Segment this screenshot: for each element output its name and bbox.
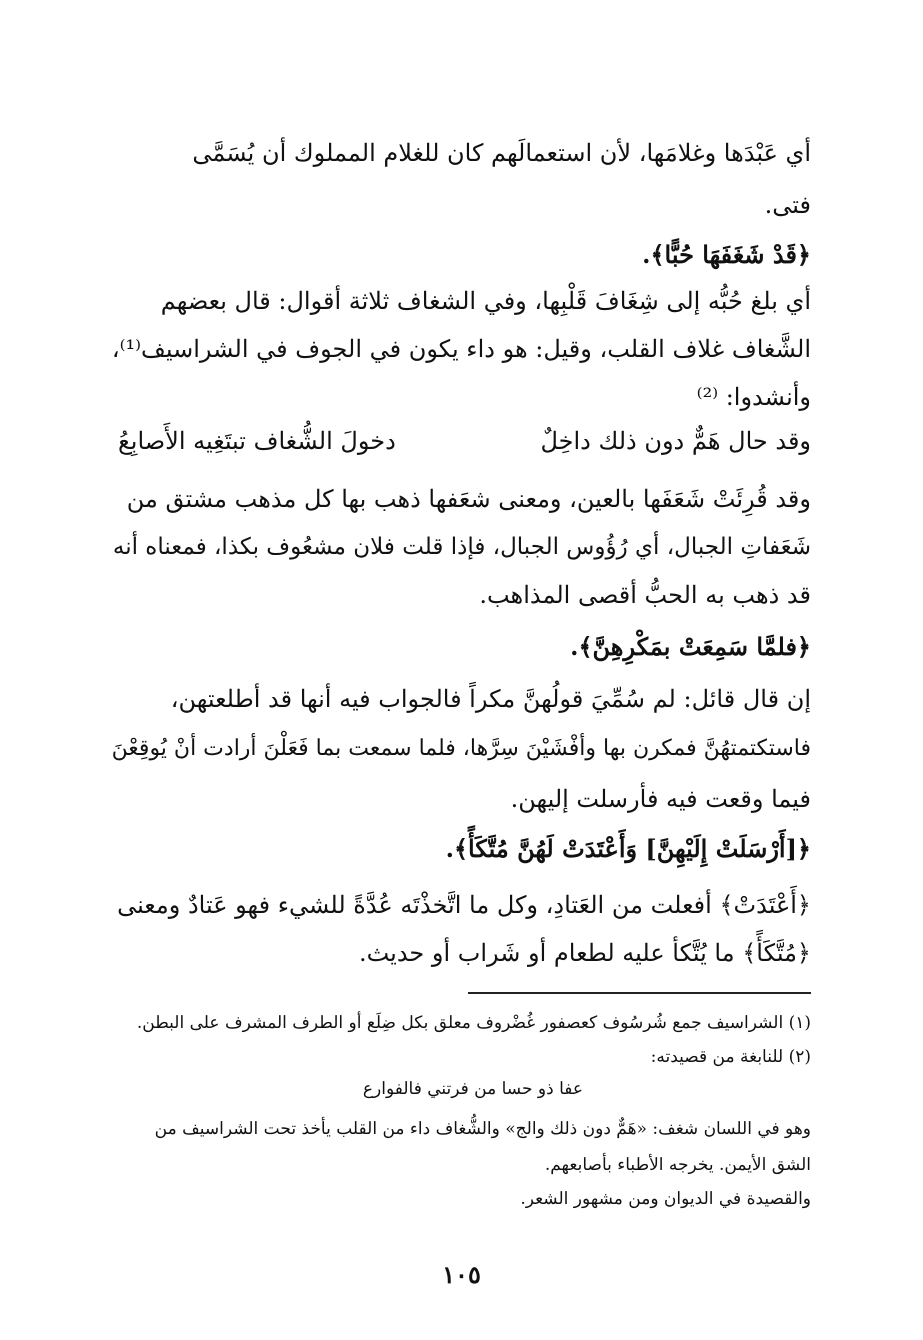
body-line-11: فيما وقعت فيه فأرسلت إليهن.	[510, 785, 811, 813]
body-line-6: وقد قُرِئَتْ شَعَفَها بالعين، ومعنى شعَفها ذهب بها كل مذهب مشتق من	[126, 485, 811, 513]
body-line-1: أي عَبْدَها وغلامَها، لأن استعمالَهم كان للغلام المملوك أن يُسَمَّى	[192, 139, 811, 167]
footnote-separator	[468, 992, 811, 994]
body-line-7: شَعَفاتِ الجبال، أي رُؤُوس الجبال، فإذا قلت فلان مشعُوف بكذا، فمعناه أنه	[112, 534, 811, 560]
body-line-9: إن قال قائل: لم سُمِّيَ قولُهنَّ مكراً فالجواب فيه أنها قد أطلعتهن،	[170, 685, 811, 713]
body-line-10: فاستكتمتهُنَّ فمكرن بها وأفْشَيْنَ سِرَّها، فلما سمعت بما فَعَلْنَ أرادت أنْ يُوقِعْنَ	[111, 736, 811, 761]
body-line-8: قد ذهب به الحبُّ أقصى المذاهب.	[479, 581, 811, 609]
body-line-4: الشَّغاف غلاف القلب، وقيل: هو داء يكون في الجوف في الشراسيف⁽¹⁾،	[111, 335, 811, 363]
body-line-2: فتى.	[764, 191, 811, 219]
body-line-3: أي بلغ حُبُّه إلى شِغَافَ قَلْبِها، وفي الشغاف ثلاثة أقوال: قال بعضهم	[160, 287, 811, 315]
body-line-13: ﴿مُتَّكَأً﴾ ما يُتَّكأ عليه لطعام أو شَراب أو حديث.	[358, 939, 811, 967]
quran-verse-1: ﴿قَدْ شَغَفَهَا حُبًّا﴾.	[642, 240, 811, 269]
quran-verse-3: ﴿[أَرْسَلَتْ إِلَيْهِنَّ] وَأَعْتَدَتْ لَهُنَّ مُتَّكَأً﴾.	[445, 834, 811, 863]
footnote-4: الشق الأيمن. يخرجه الأطباء بأصابعهم.	[544, 1155, 811, 1175]
page-number: ١٠٥	[442, 1260, 481, 1289]
quran-verse-2: ﴿فلمَّا سَمِعَتْ بمَكْرِهِنَّ﴾.	[570, 632, 811, 661]
footnote-1: (١) الشراسيف جمع شُرسُوف كعصفور غُضْروف معلق بكل ضِلَع أو الطرف المشرف على البطن.	[136, 1013, 811, 1033]
footnote-verse: عفا ذو حسا من فرتني فالفوارع	[362, 1079, 583, 1099]
footnote-3: وهو في اللسان شغف: «هَمٌّ دون ذلك والج» والشُّغاف داء من القلب يأخذ تحت الشراسيف من	[154, 1119, 811, 1139]
verse-hemistich-right: وقد حال هَمٌّ دون ذلك داخِلٌ	[540, 427, 811, 455]
body-line-12: ﴿أَعْتَدَتْ﴾ أفعلت من العَتادِ، وكل ما اتَّخذْتَه عُدَّةً للشيء فهو عَتادٌ ومعنى	[117, 891, 811, 919]
body-line-5: وأنشدوا: ⁽²⁾	[696, 383, 811, 411]
verse-hemistich-left: دخولَ الشُّغاف تبتَغِيه الأَصابِعُ	[118, 427, 396, 455]
footnote-5: والقصيدة في الديوان ومن مشهور الشعر.	[520, 1189, 811, 1209]
footnote-2: (٢) للنابغة من قصيدته:	[650, 1047, 811, 1067]
